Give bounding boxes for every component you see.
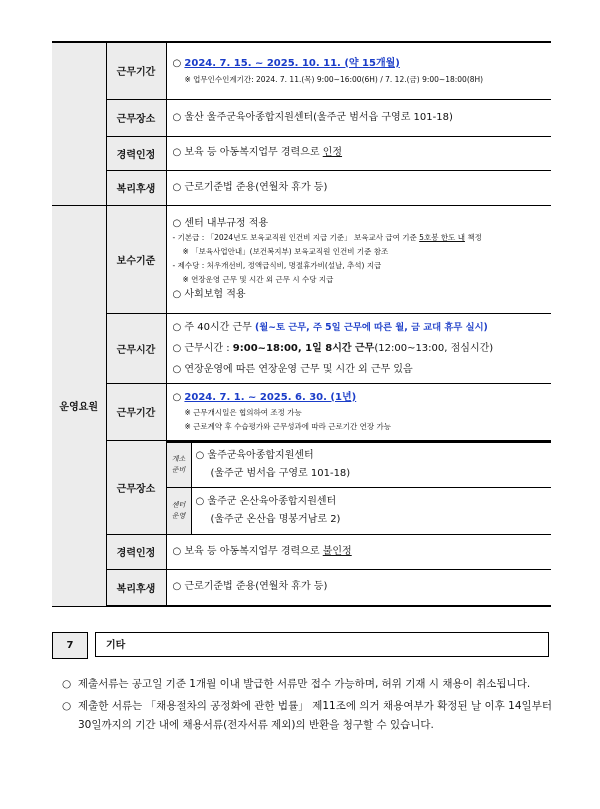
work-place-value: 울산 울주군육아종합지원센터(울주군 범서읍 구영로 101-18) [184,111,453,123]
pay-cell [166,205,551,313]
row-label: 복리후생 [106,170,166,205]
bullet: ○ [172,111,182,123]
row-label: 근무기간 [106,42,166,99]
pay-grade-limit: 5호봉 한도 내 [419,233,465,242]
bullet: ○ [195,495,205,507]
career-text: 보육 등 아동복지업무 경력으로 [184,147,323,158]
insurance-line: 사회보험 적용 [184,289,246,300]
bullet: ○ [172,218,182,229]
career-text: 보육 등 아동복지업무 경력으로 [184,545,323,557]
work-period-value: 2024. 7. 15. ~ 2025. 10. 11. (약 15개월) [184,57,400,69]
career-emphasis: 불인정 [322,545,352,557]
section-7-notes [62,675,552,738]
bullet: ○ [172,342,182,354]
career-emphasis: 인정 [322,147,343,158]
note-item [62,675,552,694]
section-7-header [52,632,551,659]
bullet: ○ [172,181,182,193]
hours-lunch: (12:00~13:00, 점심시간) [374,342,494,354]
hours-week: 주 40시간 근무 [184,321,255,333]
row-label: 근무장소 [106,99,166,136]
op-period-note-2: ※ 근로계약 후 수습평가와 근무성과에 따라 근로기간 연장 가능 [184,421,391,431]
note-text: 제출서류는 공고일 기준 1개월 이내 발급한 서류만 접수 가능하며, 허위 기재 시 채용이 취소됩니다. [77,678,531,690]
pay-note: ※ 「보육사업안내」(보건복지부) 보육교직원 인건비 기준 참조 [182,247,389,256]
op-period-value: 2024. 7. 1. ~ 2025. 6. 30. (1년) [184,391,357,403]
pay-allowance: - 제수당 : 처우개선비, 정액급식비, 명절휴가비(설날, 추석) 지급 [172,261,382,270]
place-open-prep [191,442,551,488]
category-cell-continued [52,42,106,205]
place-name: 울주군육아종합지원센터 [207,449,314,461]
place-subtable [167,441,552,534]
place-address: (울주군 온산읍 명봉거남로 2) [210,513,341,525]
hours-week-detail: (월~토 근무, 주 5일 근무에 따른 월, 금 교대 휴무 실시) [254,321,488,333]
bullet: ○ [172,289,182,300]
sub-label-operation: 센터 운영 [167,488,192,534]
pay-basic-end: 책정 [464,233,482,242]
section-number: 7 [52,632,88,659]
pay-basic: - 기본급 : 「2024년도 보육교직원 인건비 지급 기준」 보육교사 급여 기준 [172,233,420,242]
welfare-value: 근로기준법 준용(연월차 휴가 등) [184,181,328,193]
row-label: 근무시간 [106,313,166,383]
handover-note: ※ 업무인수인계기간: 2024. 7. 11.(목) 9:00~16:00(6H) / 7. 12.(금) 9:00~18:00(8H) [184,74,484,84]
op-period-note-1: ※ 근무개시일은 협의하여 조정 가능 [184,407,302,417]
op-career-cell [166,534,551,569]
row-label: 보수기준 [106,205,166,313]
row-label: 근무기간 [106,383,166,440]
pay-line: 센터 내부규정 적용 [184,218,269,229]
row-label: 경력인정 [106,136,166,170]
section-title: 기타 [95,632,549,657]
welfare-value: 근로기준법 준용(연월차 휴가 등) [184,581,328,593]
welfare-cell [166,170,551,205]
category-operation: 운영요원 [52,205,106,606]
bullet: ○ [172,545,182,557]
hours-cell [166,313,551,383]
bullet: ○ [172,321,182,333]
hours-value: 9:00~18:00, 1일 8시간 근무 [232,342,375,354]
bullet: ○ [62,700,72,712]
bullet: ○ [172,147,182,158]
note-item [62,697,552,735]
pay-overtime-note: ※ 연장운영 근무 및 시간 외 근무 시 수당 지급 [182,275,334,284]
bullet: ○ [172,363,182,375]
op-place-cell [166,440,551,534]
place-name: 울주군 온산육아종합지원센터 [207,495,337,507]
op-welfare-cell [166,569,551,606]
work-period-cell [166,42,551,99]
place-address: (울주군 범서읍 구영로 101-18) [210,467,351,479]
row-label: 근무장소 [106,440,166,534]
hours-extended: 연장운영에 따른 연장운영 근무 및 시간 외 근무 있음 [184,363,413,375]
hours-label: 근무시간 : [184,342,233,354]
note-text: 제출한 서류는 「채용절차의 공정화에 관한 법률」 제11조에 의거 채용여부가 확정된 날 이후 14일부터 30일까지의 기간 내에 채용서류(전자서류 제외)의 반환을 청구할 수 있습니다. [78,700,552,731]
sub-label-open-prep: 개소 준비 [167,442,192,488]
career-cell [166,136,551,170]
work-place-cell [166,99,551,136]
bullet: ○ [172,57,182,69]
bullet: ○ [172,581,182,593]
op-period-cell [166,383,551,440]
row-label: 복리후생 [106,569,166,606]
bullet: ○ [62,678,72,690]
place-operation [191,488,551,534]
conditions-table [52,41,551,607]
bullet: ○ [195,449,205,461]
bullet: ○ [172,391,182,403]
row-label: 경력인정 [106,534,166,569]
